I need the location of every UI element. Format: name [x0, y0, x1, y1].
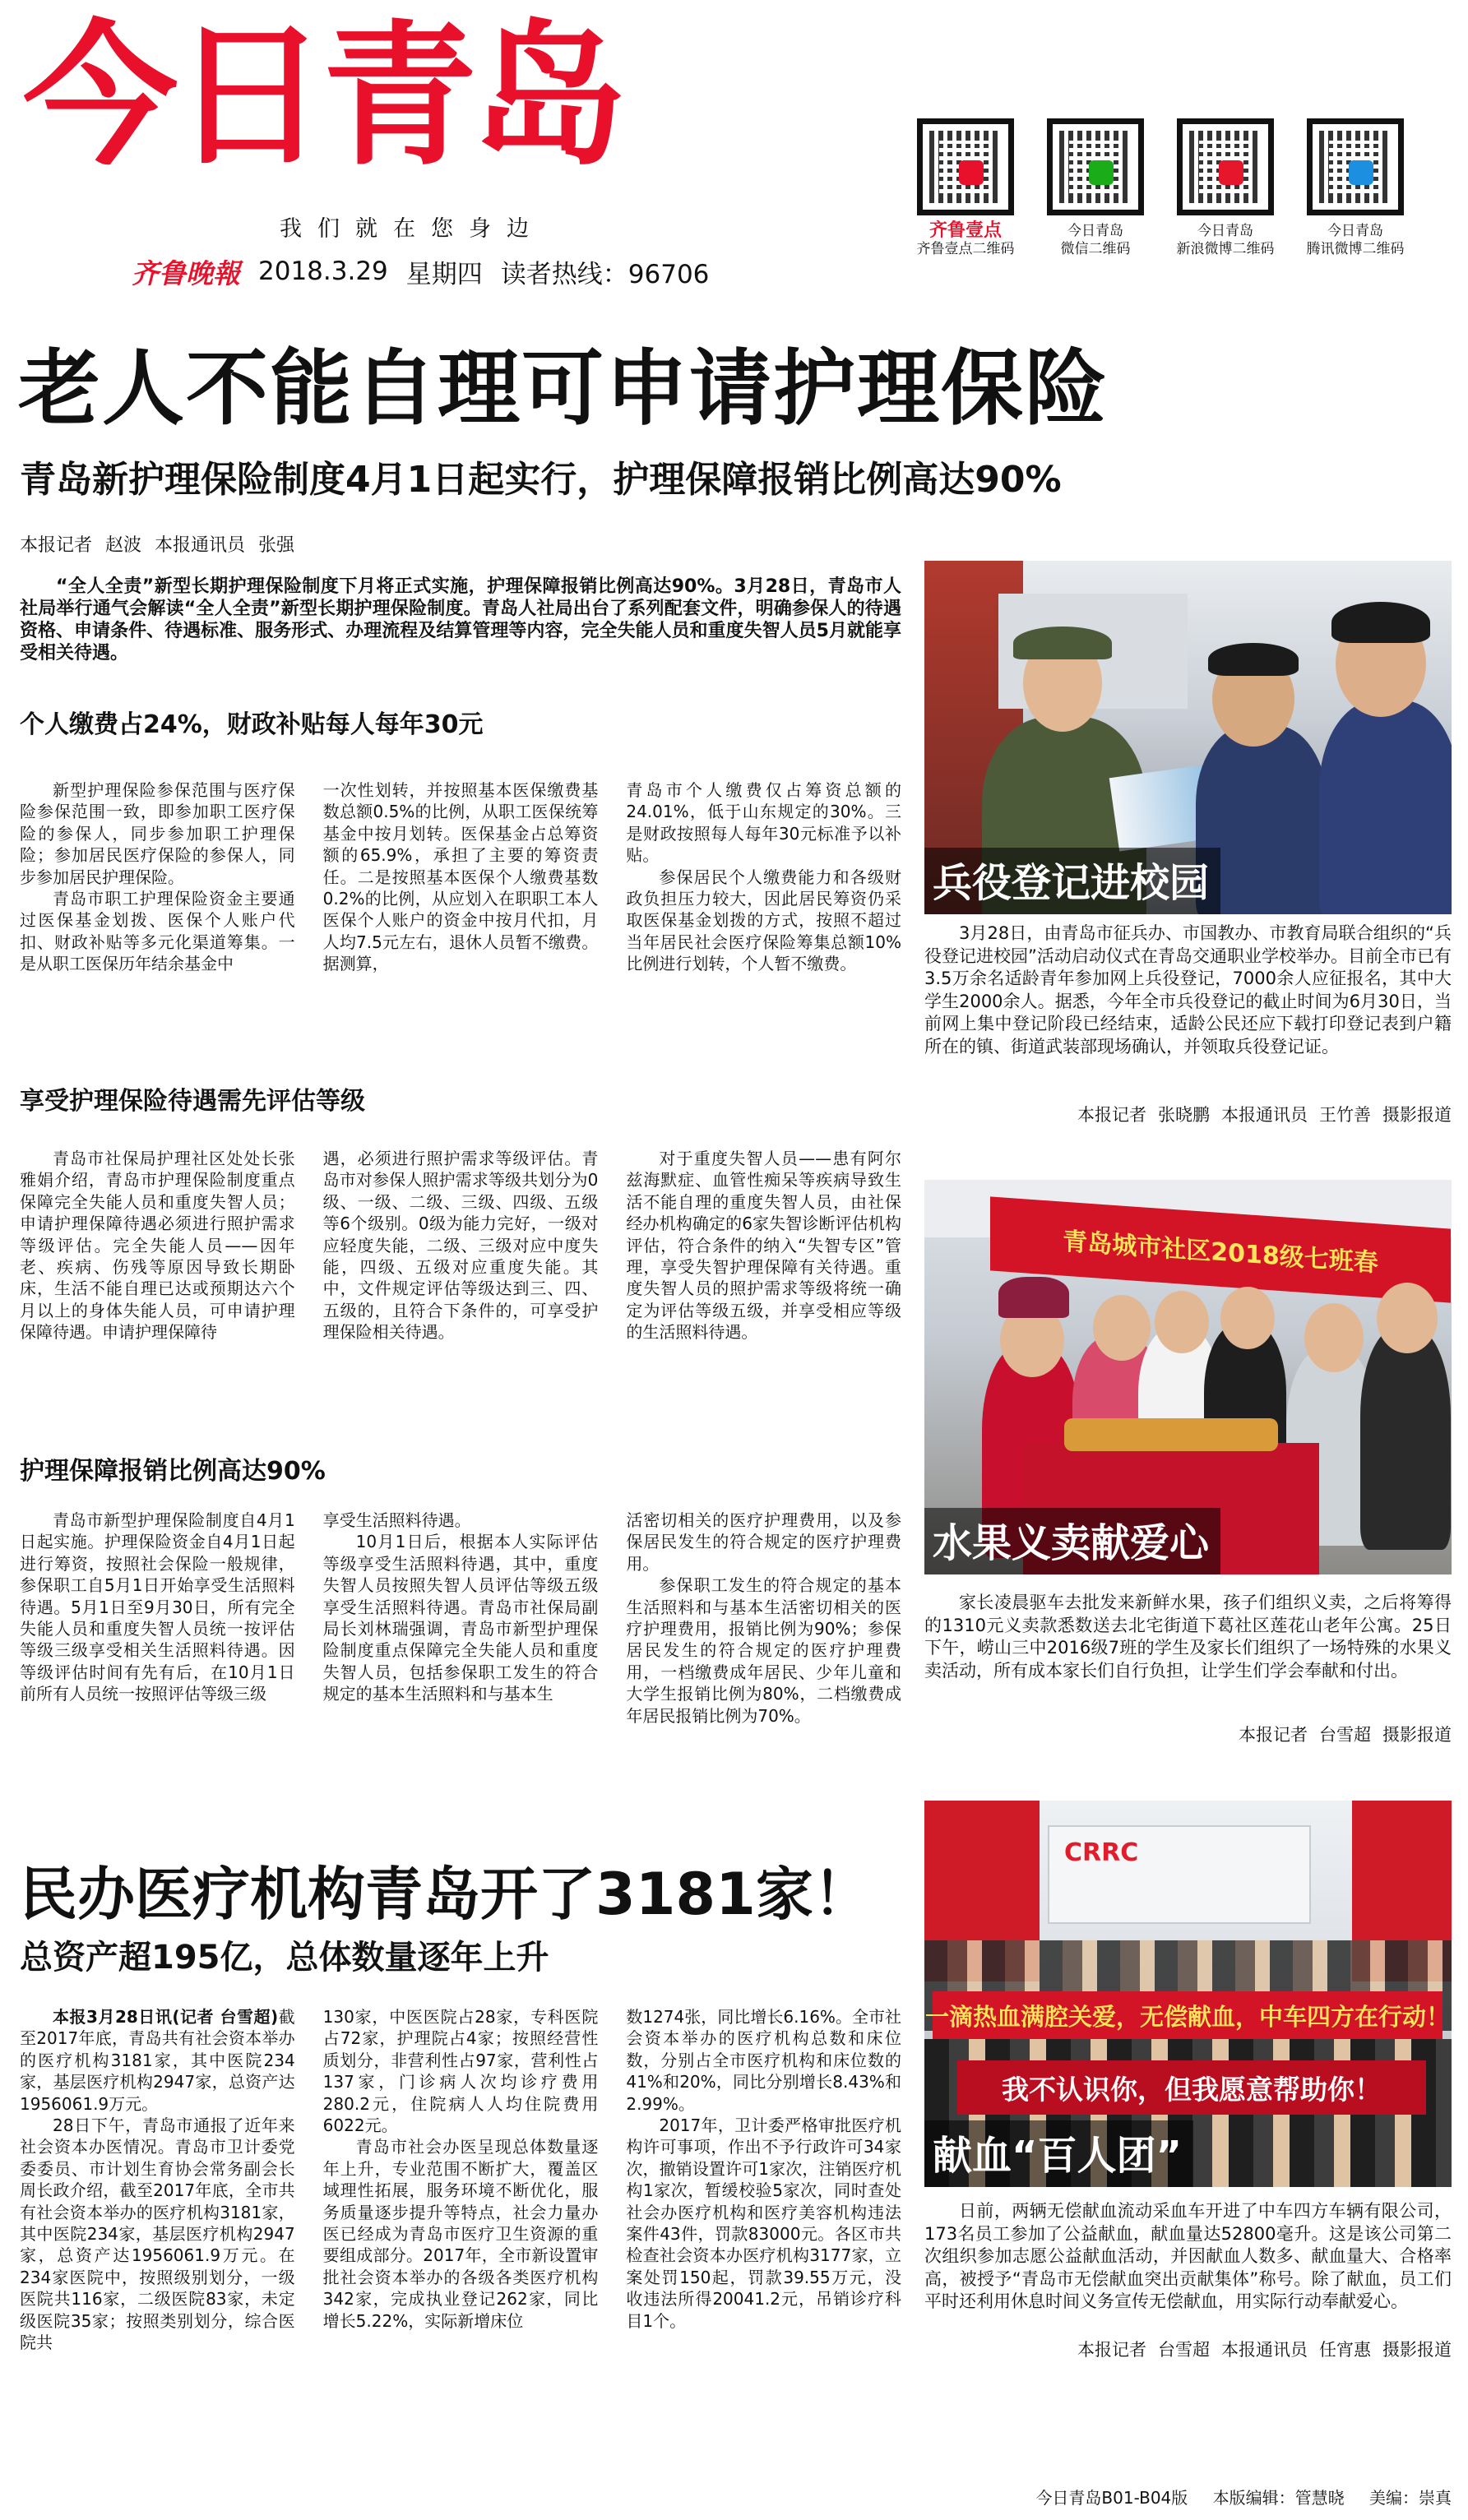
story2-dateline: 本报3月28日讯(记者 台雪超): [53, 2007, 279, 2027]
masthead-dateline: [132, 253, 709, 289]
qr-caption: 新浪微博二维码: [1176, 241, 1275, 257]
photo-military-registration: [924, 561, 1452, 914]
reader-hotline: 读者热线：96706: [500, 259, 710, 289]
text-column: 青岛市新型护理保险制度自4月1日起实施。护理保险资金自4月1日起进行筹资，按照社会保险一般规律，参保职工自5月1日开始享受生活照料待遇。5月1日至9月30日，所有完全失能人员和重度失智人员统一按评估等级三级享受相关生活照料待遇。因等级评估时间有先有后，在10月1日前所有人员统一按照评估等级三级: [20, 1510, 295, 1704]
issue-date: 2018.3.29: [258, 257, 388, 286]
section-columns: [20, 1148, 901, 1343]
charity-banner: 青岛城市社区2018级七班春: [990, 1196, 1451, 1302]
story1-byline: [20, 531, 308, 557]
qr-brand: 今日青岛: [1327, 223, 1383, 239]
story2-headline: 民办医疗机构青岛开了3181家！: [20, 1861, 871, 1928]
photo-caption-tag: 兵役登记进校园: [924, 848, 1220, 914]
qr-item-qilu[interactable]: [915, 118, 1016, 258]
story1-lead: “全人全责”新型长期护理保险制度下月将正式实施，护理保障报销比例高达90%。3月28日，青岛市人社局举行通气会解读“全人全责”新型长期护理保险制度。青岛人社局出台了系列配套文件，明确参保人的待遇资格、申请条件、待遇标准、服务形式、办理流程及结算管理等内容，完全失能人员和重度失智人员5月就能享受相关待遇。: [20, 576, 901, 664]
text-column: 130家，中医医院占28家，专科医院占72家，护理院占4家；按照经营性质划分，非营利性占97家，营利性占137家，门诊病人次均诊疗费用280.2元，住院病人人均住院费用6022元。 青岛市社会办医呈现总体数量逐年上升，专业范围不断扩大，覆盖区域理性拓展，服务环境不断优化，服务质量逐步提升等特点，社会力量办医已经成为青岛市医疗卫生资源的重要组成部分。2017年，全市新设置审批社会资本举办的各级各类医疗机构342家，完成执业登记262家，同比增长5.22%，实际新增床位: [322, 2007, 599, 2331]
section-heading: 护理保障报销比例高达90%: [20, 1457, 326, 1486]
section-columns: [20, 779, 901, 975]
qr-code-icon[interactable]: [917, 118, 1014, 215]
photo-credit: 本报记者 台雪超 本报通讯员 任宵惠 摄影报道: [1077, 2340, 1452, 2360]
qr-code-icon[interactable]: [1047, 118, 1144, 215]
text-column: 本报3月28日讯(记者 台雪超)截至2017年底，青岛共有社会资本举办的医疗机构3181家，其中医院234家，基层医疗机构2947家，总资产达1956061.9万元。 28日下午，青岛市通报了近年来社会资本办医情况。青岛市卫计委党委委员、市计划生育协会常务副会长周长政介绍，截至2017年底，全市共有社会资本举办的医疗机构3181家，其中医院234家，基层医疗机构2947家，总资产达1956061.9万元。在234家医院中，按照级别划分，一级医院共116家，二级医院83家，未定级医院35家；按照类别划分，综合医院共: [20, 2007, 295, 2353]
photo-blood-donation: [924, 1801, 1452, 2187]
byline-role: 本报通讯员: [155, 535, 246, 556]
qr-caption: 腾讯微博二维码: [1306, 241, 1405, 257]
donation-banner-top: 一滴热血满腔关爱，无偿献血，中车四方在行动！: [933, 1991, 1443, 2039]
byline-name: 张强: [258, 535, 295, 556]
photo-fruit-charity-sale: [924, 1180, 1452, 1574]
text-column: 遇，必须进行照护需求等级评估。青岛市对参保人照护需求等级共划分为0级、一级、二级、三级、四级、五级等6个级别。0级为能力完好，一级对应轻度失能，二级、三级对应中度失能，四级、五级对应重度失能。其中，文件规定评估等级达到三、四、五级的，且符合下条件的，可享受护理保险相关待遇。: [322, 1149, 599, 1343]
qr-code-row: [915, 118, 1406, 258]
masthead-slogan: 我们就在您身边: [280, 216, 544, 242]
donation-banner-bottom: 我不认识你，但我愿意帮助你！: [957, 2060, 1426, 2115]
story2-columns: [20, 2006, 901, 2354]
qr-code-icon[interactable]: [1177, 118, 1274, 215]
text-column: 对于重度失智人员——患有阿尔兹海默症、血管性痴呆等疾病导致生活不能自理的重度失智人员，由社保经办机构确定的6家失智诊断评估机构评估，符合条件的纳入“失智专区”管理，享受失智护理保障有关待遇。重度失智人员的照护需求等级将统一确定为评估等级五级，并享受相应等级的生活照料待遇。: [626, 1149, 902, 1343]
footer-pages: 今日青岛B01-B04版: [1035, 2488, 1188, 2508]
photo-description: 日前，两辆无偿献血流动采血车开进了中车四方车辆有限公司，173名员工参加了公益献血，献血量达52800毫升。这是该公司第二次组织参加志愿公益献血活动，并因献血人数多、献血量大、合格率高，被授予“青岛市无偿献血突出贡献集体”称号。除了献血，员工们平时还利用休息时间义务宣传无偿献血，用实际行动奉献爱心。: [924, 2201, 1452, 2311]
text-column: 青岛市社保局护理社区处处长张雅娟介绍，青岛市护理保险制度重点保障完全失能人员和重度失智人员；申请护理保障待遇必须进行照护需求等级评估。完全失能人员——因年老、疾病、伤残等原因导致长期卧床，生活不能自理已达或预期达六个月以上的身体失能人员，可申请护理保障待遇。申请护理保障待: [20, 1149, 295, 1343]
page-footer: [1016, 2485, 1452, 2508]
crrc-logo: CRRC: [1064, 1838, 1139, 1867]
photo-caption-tag: 献血“百人团”: [924, 2120, 1193, 2187]
text-column: 新型护理保险参保范围与医疗保险参保范围一致，即参加职工医疗保险的参保人，同步参加职工护理保险；参加居民医疗保险的参保人，同步参加居民护理保险。 青岛市职工护理保险资金主要通过医保基金划拨、医保个人账户代扣、财政补贴等多元化渠道筹集。一是从职工医保历年结余基金中: [20, 780, 295, 974]
photo-description: 家长凌晨驱车去批发来新鲜水果，孩子们组织义卖，之后将筹得的1310元义卖款悉数送去北宅街道下葛社区莲花山老年公寓。25日下午，崂山三中2016级7班的学生及家长们组织了一场特殊的水果义卖活动，所有成本家长们自行负担，让学生们学会奉献和付出。: [924, 1593, 1452, 1681]
masthead-title: 今日青岛: [23, 7, 622, 187]
qr-brand: 齐鲁壹点: [928, 220, 1002, 241]
issue-weekday: 星期四: [405, 259, 483, 289]
section-columns: [20, 1510, 901, 1727]
qr-item-tencent-weibo[interactable]: [1304, 118, 1406, 258]
photo-credit: 本报记者 台雪超 摄影报道: [1239, 1725, 1452, 1745]
qr-brand: 今日青岛: [1197, 223, 1253, 239]
text-column: 数1274张，同比增长6.16%。全市社会资本举办的医疗机构总数和床位数，分别占全市医疗机构和床位数的41%和20%，同比分别增长8.43%和2.99%。 2017年，卫计委严格审批医疗机构许可事项，作出不予行政许可34家次，撤销设置许可1家次，注销医疗机构1家次，暂缓校验5家次，同时查处社会办医疗机构和医疗美容机构违法案件43件，罚款83000元。各区市共检查社会资本办医疗机构3177家，立案处罚150起，罚款39.55万元，没收违法所得20041.2元，吊销诊疗科目1个。: [626, 2007, 902, 2331]
qilu-evening-news-logo: 齐鲁晚報: [132, 257, 240, 289]
text-column: 活密切相关的医疗护理费用，以及参保居民发生的符合规定的医疗护理费用。 参保职工发生的符合规定的基本生活照料和与基本生活密切相关的医疗护理费用，报销比例为90%；参保居民发生的符合规定的医疗护理费用，一档缴费成年居民、少年儿童和大学生报销比例为80%，二档缴费成年居民报销比例为70%。: [626, 1510, 902, 1726]
text-column: 一次性划转，并按照基本医保缴费基数总额0.5%的比例，从职工医保统筹基金中按月划转。医保基金占总筹资额的65.9%，承担了主要的筹资责任。二是按照基本医保个人缴费基数0.2%的比例，从应划入在职职工本人医保个人账户的资金中按月代扣，月人均7.5元左右，退休人员暂不缴费。据测算，: [322, 780, 599, 974]
footer-editor: 本版编辑：管慧晓: [1212, 2488, 1345, 2508]
section-heading: 享受护理保险待遇需先评估等级: [20, 1087, 365, 1116]
footer-art-editor: 美编：崇真: [1369, 2488, 1452, 2508]
qr-code-icon[interactable]: [1307, 118, 1404, 215]
qr-caption: 微信二维码: [1060, 241, 1131, 257]
photo-description: 3月28日，由青岛市征兵办、市国教办、市教育局联合组织的“兵役登记进校园”活动启动仪式在青岛交通职业学校举办。目前全市已有3.5万余名适龄青年参加网上兵役登记，7000余人应征报名，其中大学生2000余人。据悉，今年全市兵役登记的截止时间为6月30日，当前网上集中登记阶段已经结束，适龄公民还应下载打印登记表到户籍所在的镇、街道武装部现场确认，并领取兵役登记证。: [924, 923, 1452, 1057]
byline-name: 赵波: [105, 535, 142, 556]
byline-role: 本报记者: [20, 535, 93, 556]
qr-brand: 今日青岛: [1067, 223, 1123, 239]
story1-subheadline: 青岛新护理保险制度4月1日起实行，护理保障报销比例高达90%: [20, 459, 1062, 501]
text-column: 青岛市个人缴费仅占筹资总额的24.01%，低于山东规定的30%。三是财政按照每人每年30元标准予以补贴。 参保居民个人缴费能力和各级财政负担压力较大，因此居民筹资仍采取医保基金划拨的方式，按照不超过当年居民社会医疗保险筹集总额10%比例进行划转，个人暂不缴费。: [626, 780, 902, 974]
photo-caption-tag: 水果义卖献爱心: [924, 1508, 1220, 1574]
qr-item-wechat[interactable]: [1044, 118, 1146, 258]
qr-item-sina-weibo[interactable]: [1174, 118, 1276, 258]
section-heading: 个人缴费占24%，财政补贴每人每年30元: [20, 710, 484, 739]
story2-subheadline: 总资产超195亿，总体数量逐年上升: [20, 1939, 549, 1977]
photo-credit: 本报记者 张晓鹏 本报通讯员 王竹善 摄影报道: [1077, 1105, 1452, 1125]
text-column: 享受生活照料待遇。 10月1日后，根据本人实际评估等级享受生活照料待遇，其中，重度失智人员按照失智人员评估等级五级享受生活照料待遇。青岛市社保局副局长刘林瑞强调，青岛市新型护理保险制度重点保障完全失能人员和重度失智人员，包括参保职工发生的符合规定的基本生活照料和与基本生: [322, 1510, 599, 1704]
story1-headline: 老人不能自理可申请护理保险: [18, 340, 1109, 437]
qr-caption: 齐鲁壹点二维码: [916, 241, 1015, 257]
